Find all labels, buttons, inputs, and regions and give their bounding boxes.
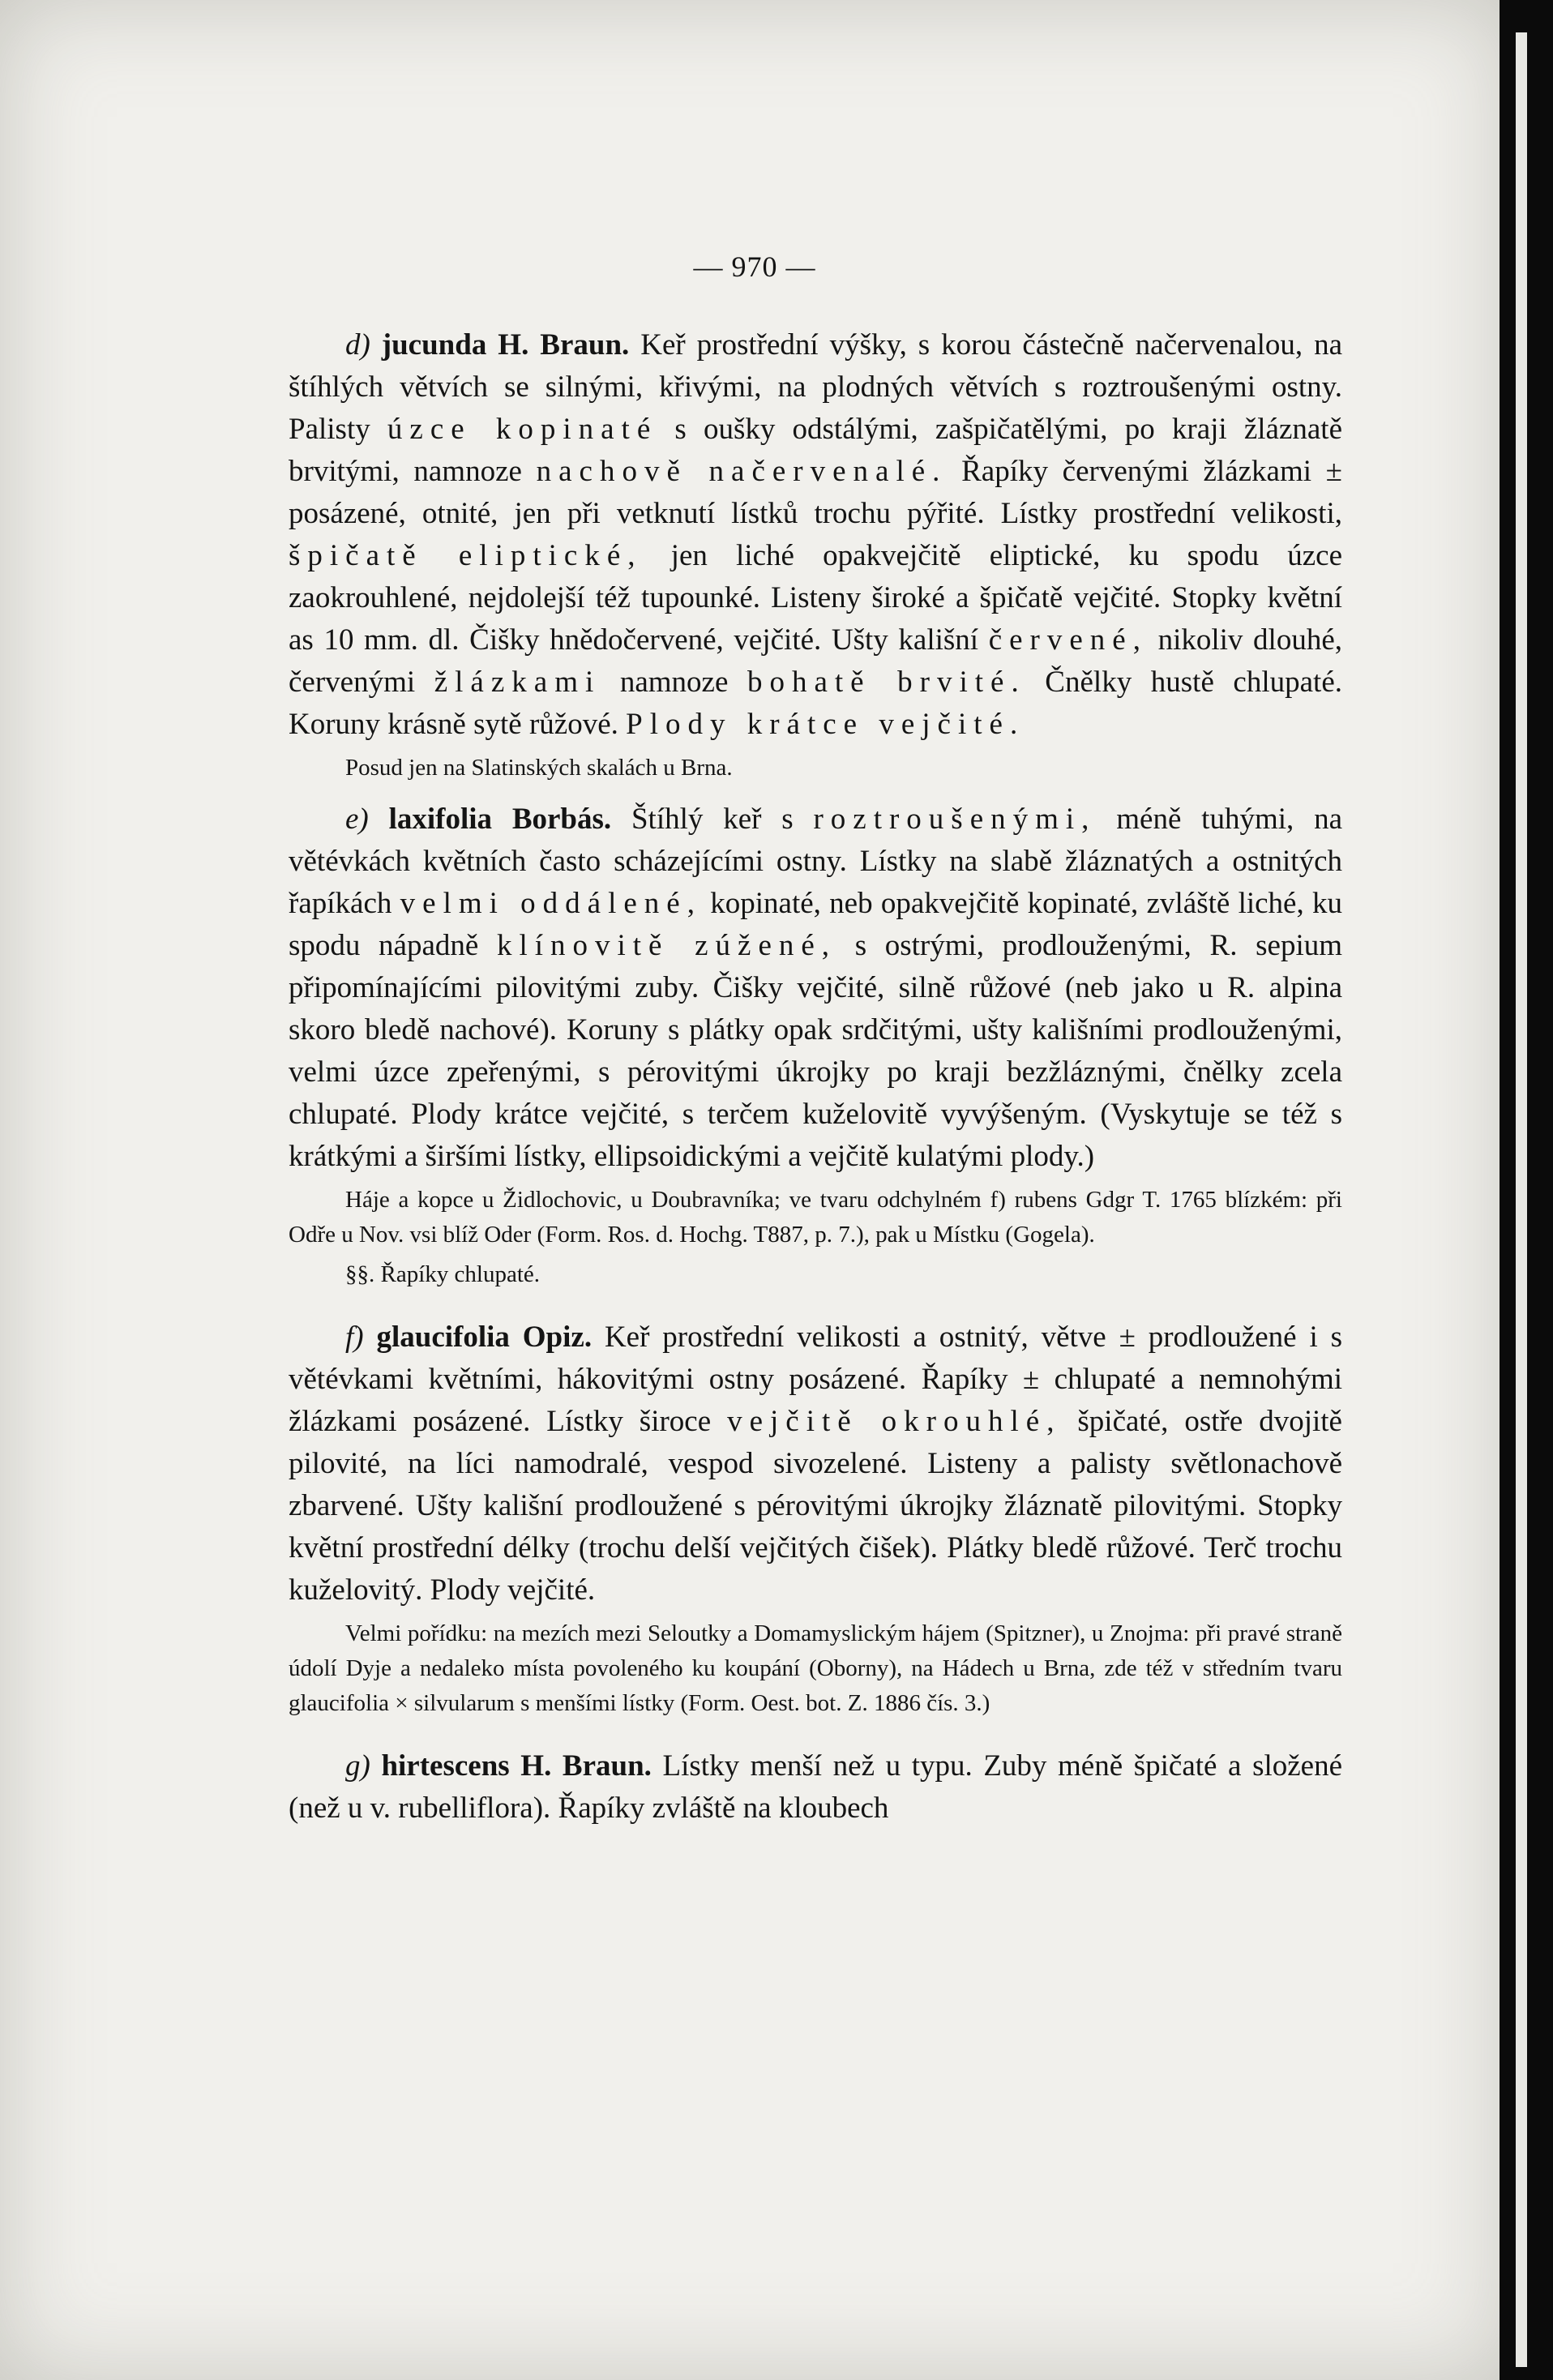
spaced-text: úzce kopinaté bbox=[387, 413, 658, 446]
text-run: namnoze bbox=[601, 666, 747, 699]
spaced-text: bohatě brvité. bbox=[747, 666, 1026, 699]
taxon-author: Borbás. bbox=[511, 803, 612, 836]
entry-d-jucunda bbox=[289, 324, 1342, 785]
taxon-author: H. Braun. bbox=[498, 328, 630, 362]
entry-d-locality-note: Posud jen na Slatinských skalách u Brna. bbox=[345, 755, 733, 781]
entry-label: g) bbox=[345, 1749, 370, 1783]
entry-label: d) bbox=[345, 328, 370, 362]
section-subheading: §§. Řapíky chlupaté. bbox=[345, 1261, 541, 1287]
spaced-text: roztroušenými, bbox=[813, 803, 1097, 836]
entry-g-description bbox=[289, 1745, 1342, 1830]
adjacent-page-strip bbox=[1516, 32, 1527, 2367]
spaced-text: klínovitě zúžené, bbox=[496, 929, 837, 962]
text-run: Řapíky červenými žlázkami ± posázené, otnité, jen při vetknutí lístků trochu pýřité. Lístky prostřední velikosti, bbox=[289, 455, 1342, 530]
entry-f-description bbox=[289, 1316, 1342, 1612]
text-run: Štíhlý keř s bbox=[611, 803, 814, 836]
entry-label: e) bbox=[345, 803, 369, 836]
taxon-name: glaucifolia bbox=[376, 1321, 510, 1354]
text-run: s oušky odstálými, zašpičatělými, po kraji žláznatě brvitými, namnoze bbox=[289, 413, 1343, 488]
entry-e-description bbox=[289, 798, 1342, 1178]
text-run: kopinaté, neb opakvejčitě kopinaté, zvláště liché, ku spodu nápadně bbox=[289, 887, 1342, 962]
taxon-name: jucunda bbox=[381, 328, 487, 362]
text-run: špičaté, ostře dvojitě pilovité, na líci namodralé, vespod sivozelené. Listeny a palisty světlonachově zbarvené. Ušty kališní prodloužené s pérovitými úkrojky žláznatě pilovitými. Stopky květní prostřední délky (trochu delší vejčitých čišek). Plátky bledě růžové. Terč trochu kuželovitý. Plody vejčité. bbox=[289, 1405, 1342, 1607]
taxon-name: laxifolia bbox=[388, 803, 493, 836]
spaced-text: velmi oddálené, bbox=[400, 887, 702, 920]
taxon-author: H. Braun. bbox=[520, 1749, 652, 1783]
taxon-name: hirtescens bbox=[381, 1749, 510, 1783]
spaced-text: špičatě eliptické, bbox=[289, 539, 643, 572]
text-run: nikoliv dlouhé, červenými bbox=[289, 623, 1342, 699]
spaced-text: vejčitě okrouhlé, bbox=[727, 1405, 1062, 1438]
entry-d-description bbox=[289, 324, 1342, 746]
spaced-text: žlázkami bbox=[434, 666, 601, 699]
text-run: s ostrými, prodlouženými, R. sepium připomínajícími pilovitými zuby. Čišky vejčité, silně růžové (neb jako u R. alpina skoro bledě nachové). Koruny s plátky opak srdčitými, ušty kališními prodlouženými, velmi úzce zpeřenými, s pérovitými úkrojky po kraji bezžláznými, čnělky zcela chlupaté. Plody krátce vejčité, s terčem kuželovitě vyvýšeným. (Vyskytuje se též s krátkými a širšími lístky, ellipsoidickými a vejčitě kulatými plody.) bbox=[289, 929, 1342, 1173]
entry-e-locality-note: Háje a kopce u Židlochovic, u Doubravníka; ve tvaru odchylném f) rubens Gdgr T. 1765 blízkém: při Odře u Nov. vsi blíž Oder (Form. Ros. d. Hochg. T887, p. 7.), pak u Místku (Gogela). bbox=[289, 1187, 1342, 1248]
text-run: Keř prostřední výšky, s korou částečně načervenalou, na štíhlých větvích se silnými, křivými, na plodných větvích s roztroušenými ostny. Palisty bbox=[289, 328, 1342, 446]
entry-label: f) bbox=[345, 1321, 364, 1354]
text-run: jen liché opakvejčitě eliptické, ku spodu úzce zaokrouhlené, nejdolejší též tupounké. Listeny široké a špičatě vejčité. Stopky květní as 10 mm. dl. Čišky hnědočervené, vejčité. Ušty kališní bbox=[289, 539, 1342, 657]
text-run: Čnělky hustě chlupaté. Koruny krásně sytě růžové. bbox=[289, 666, 1343, 741]
spaced-text: Plody krátce vejčité. bbox=[626, 708, 1025, 741]
text-run: méně tuhými, na větévkách květních často scházejícími ostny. Lístky na slabě žláznatých a ostnitých řapíkách bbox=[289, 803, 1343, 920]
entry-e-laxifolia bbox=[289, 798, 1342, 1292]
spaced-text: nachově načervenalé. bbox=[536, 455, 948, 488]
entry-g-hirtescens bbox=[289, 1745, 1342, 1830]
page-number: — 970 — bbox=[693, 250, 816, 283]
text-run: Keř prostřední velikosti a ostnitý, větve ± prodloužené i s větévkami květními, hákovitými ostny posázené. Řapíky ± chlupaté a nemnohými žlázkami posázené. Lístky široce bbox=[289, 1321, 1342, 1438]
taxon-author: Opiz. bbox=[522, 1321, 593, 1354]
entry-f-glaucifolia bbox=[289, 1316, 1342, 1721]
entry-f-locality-note: Velmi pořídku: na mezích mezi Seloutky a Domamyslickým hájem (Spitzner), u Znojma: při pravé straně údolí Dyje a nedaleko místa povoleného ku koupání (Oborny), na Hádech u Brna, zde též v středním tvaru glaucifolia × silvularum s menšími lístky (Form. Oest. bot. Z. 1886 čís. 3.) bbox=[289, 1620, 1342, 1716]
page-content bbox=[289, 324, 1342, 1830]
text-run: Lístky menší než u typu. Zuby méně špičaté a složené (než u v. rubelliflora). Řapíky zvláště na kloubech bbox=[289, 1749, 1343, 1825]
spaced-text: červené, bbox=[988, 623, 1148, 657]
